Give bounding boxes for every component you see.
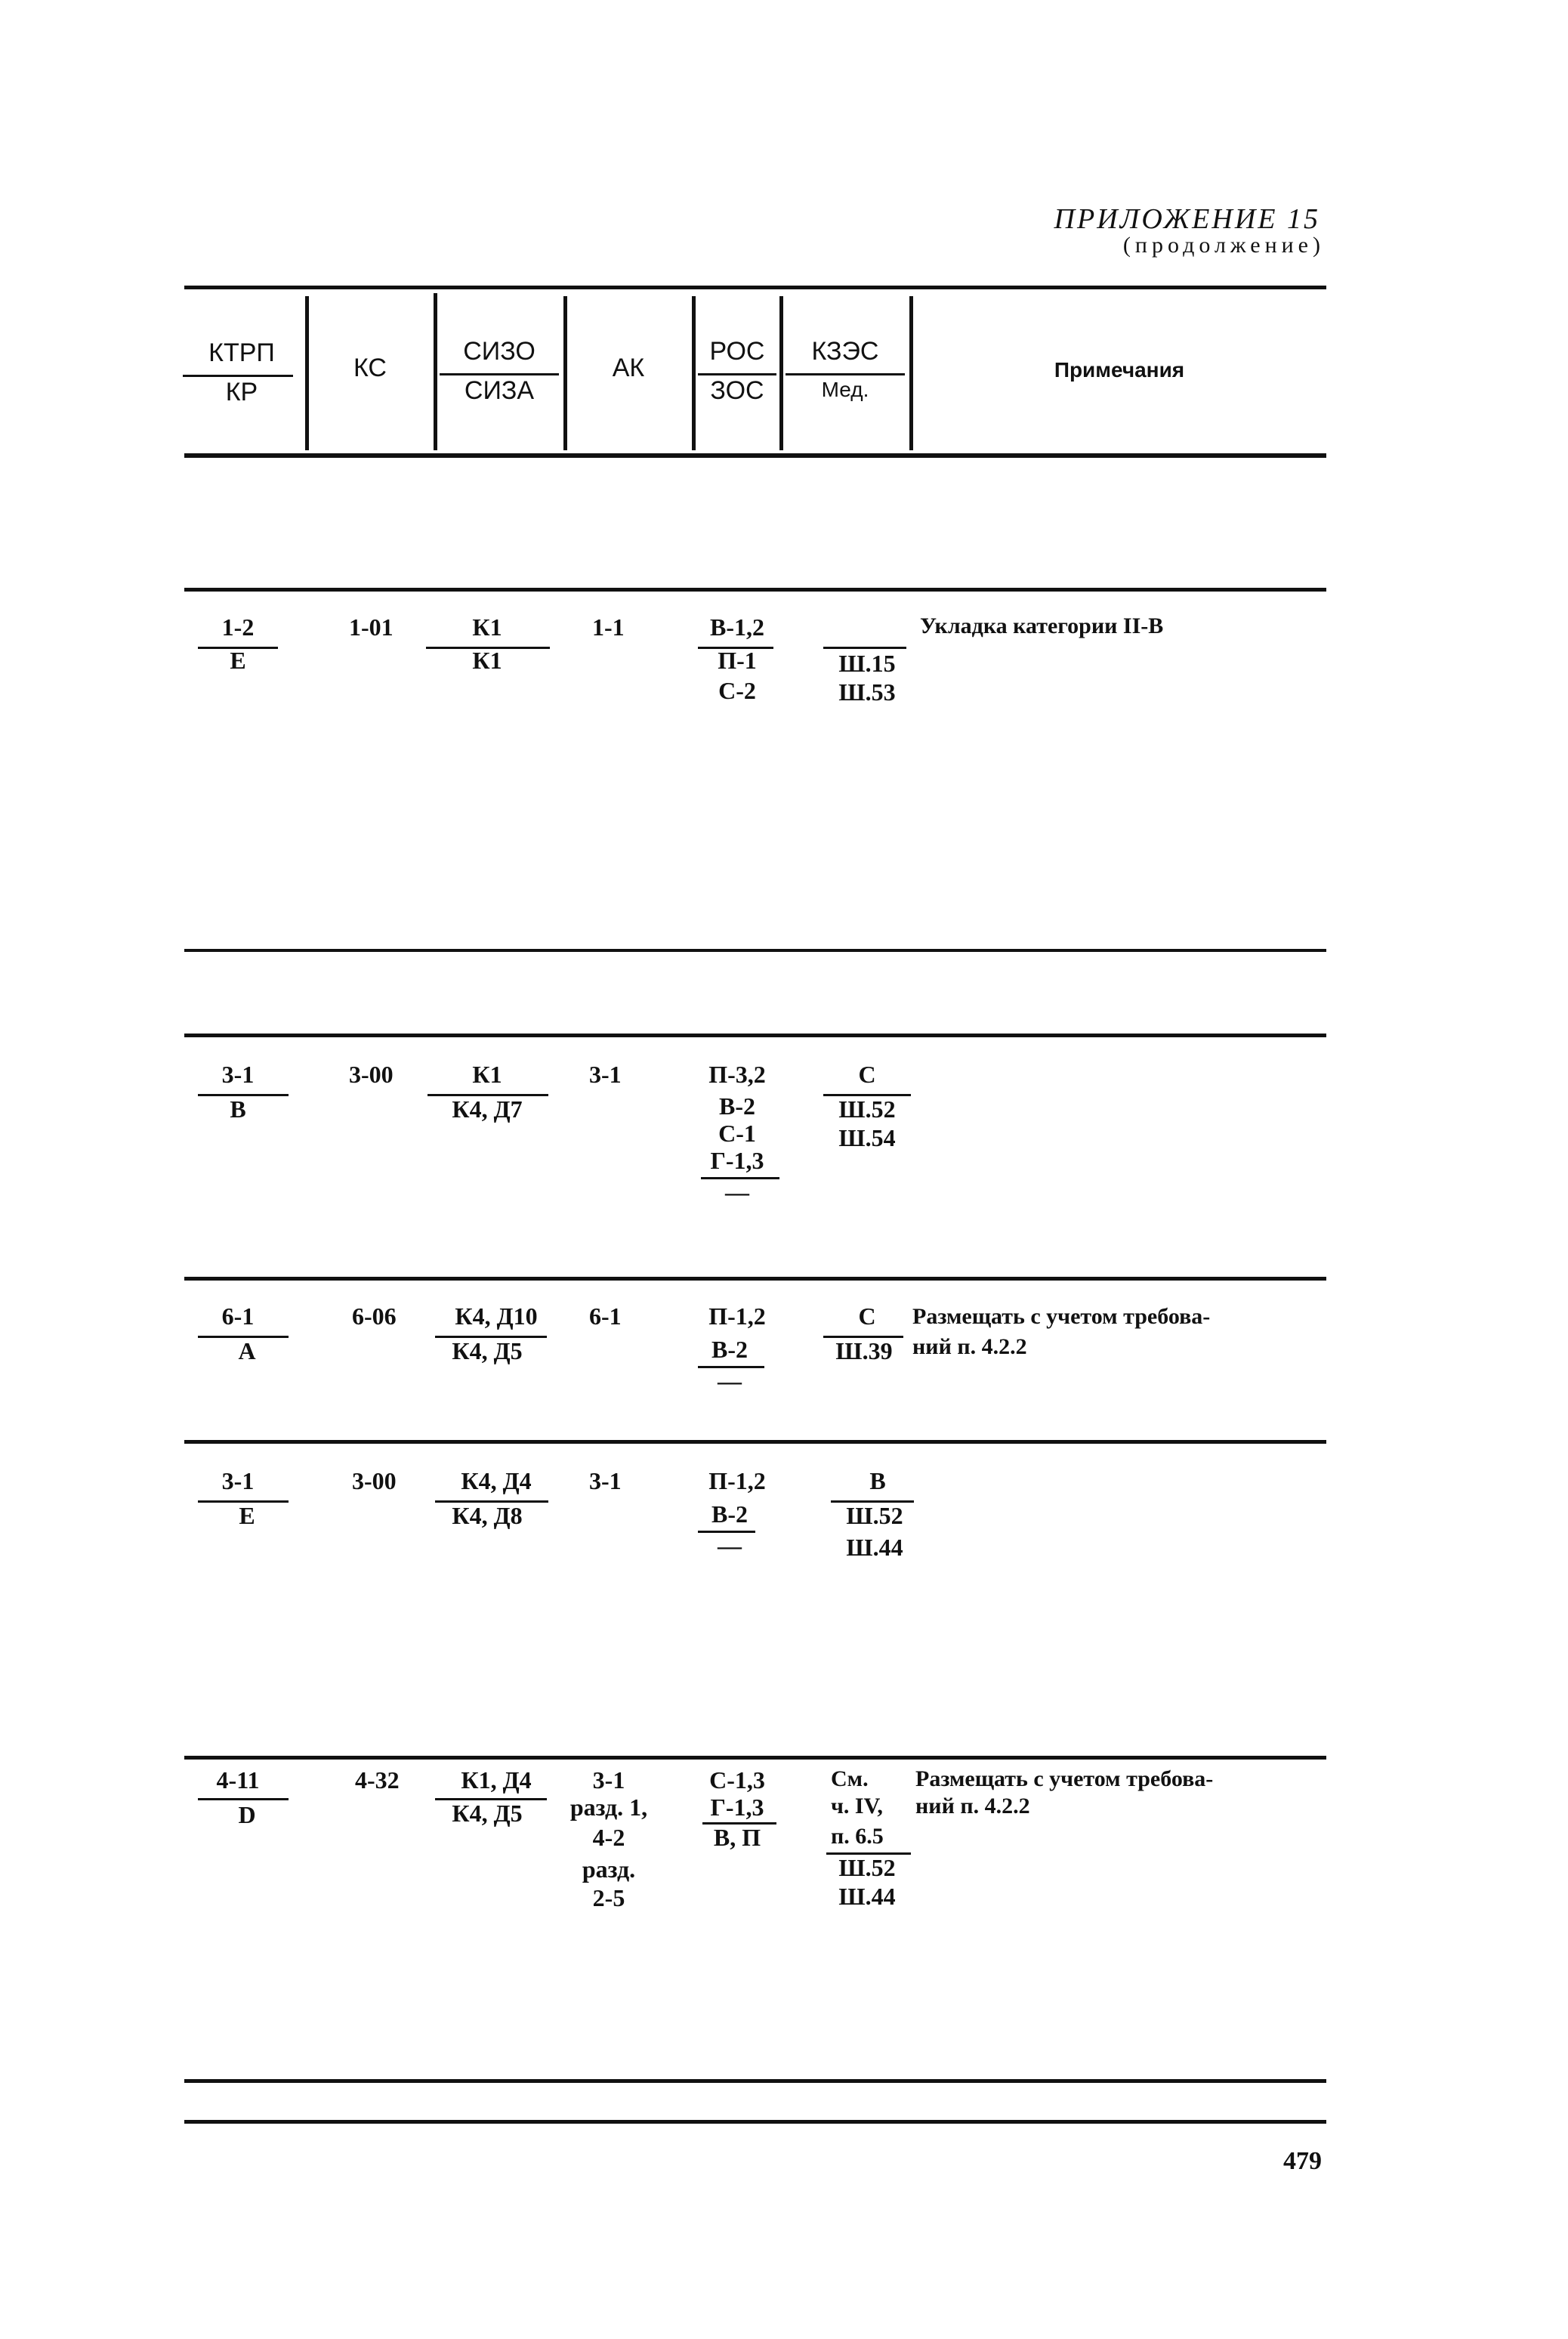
row-2-siza: К4, Д7: [452, 1095, 523, 1123]
header-kzes: КЗЭС: [811, 337, 879, 366]
row-5-kzes-1: См.: [831, 1766, 869, 1791]
row-1-notes: Укладка категории II-В: [920, 613, 1164, 638]
row-5-ak-5: 2-5: [592, 1884, 625, 1911]
header-med: Мед.: [821, 378, 869, 401]
row-3-kzes: С: [858, 1302, 876, 1330]
header-divider-2: [434, 293, 437, 450]
row-3-notes-line-2: ний п. 4.2.2: [912, 1334, 1027, 1359]
header-divider-4: [692, 296, 696, 450]
row-4-ros-1: П-1,2: [708, 1467, 766, 1494]
row-3-kr: А: [238, 1337, 256, 1364]
row-5-rule: [184, 1756, 1326, 1760]
header-ros-fraction-bar: [698, 373, 776, 375]
header-sizo-fraction-bar: [440, 373, 559, 375]
row-1-ks: 1-01: [349, 613, 394, 641]
row-1-siza: К1: [472, 647, 502, 674]
header-top-rule: [184, 286, 1326, 289]
row-5-ak-3: 4-2: [592, 1824, 625, 1851]
row-2-med-1: Ш.52: [838, 1095, 896, 1123]
row-2-ks: 3-00: [349, 1061, 394, 1088]
row-5-med-2: Ш.44: [838, 1883, 896, 1910]
row-4-med-1: Ш.52: [846, 1502, 903, 1529]
row-2-rule: [184, 1034, 1326, 1037]
row-2-ros-5: —: [725, 1179, 749, 1206]
row-4-kr: Е: [239, 1502, 255, 1529]
header-ak: АК: [612, 354, 645, 382]
row-2-ak: 3-1: [589, 1061, 622, 1088]
row-5-ros-3: В, П: [713, 1824, 761, 1851]
row-5-ros-2: Г-1,3: [710, 1794, 764, 1821]
row-5-ktrp-bar: [198, 1798, 289, 1800]
row-5-kzes-3: п. 6.5: [831, 1824, 884, 1849]
header-divider-1: [305, 296, 309, 450]
row-2-ktrp: 3-1: [221, 1061, 255, 1088]
row-2-ros-4: Г-1,3: [710, 1147, 764, 1174]
row-3-ktrp: 6-1: [221, 1302, 255, 1330]
row-5-ak-2: разд. 1,: [569, 1794, 648, 1821]
header-divider-3: [563, 296, 567, 450]
row-5-siza: К4, Д5: [452, 1800, 523, 1827]
row-4-ks: 3-00: [352, 1467, 397, 1494]
header-sizo: СИЗО: [463, 337, 536, 366]
header-ktrp-fraction-bar: [183, 375, 293, 377]
row-3-ros-2: В-2: [711, 1336, 748, 1363]
row-5-med-1: Ш.52: [838, 1854, 896, 1881]
row-3-ak: 6-1: [589, 1302, 622, 1330]
row-1-ak: 1-1: [592, 613, 625, 641]
row-4-rule: [184, 1440, 1326, 1444]
row-5-sizo: К1, Д4: [461, 1766, 532, 1794]
row-4-kzes: В: [869, 1467, 886, 1494]
row-4-med-2: Ш.44: [846, 1534, 903, 1561]
row-4-ktrp: 3-1: [221, 1467, 255, 1494]
row-3-sizo: К4, Д10: [455, 1302, 538, 1330]
row-1-sizo: К1: [472, 613, 502, 641]
row-5-notes-line-1: Размещать с учетом требова-: [915, 1766, 1214, 1791]
row-5-ks: 4-32: [355, 1766, 400, 1794]
row-1-med-1: Ш.15: [838, 650, 896, 677]
row-5-notes-line-2: ний п. 4.2.2: [915, 1794, 1030, 1818]
row-5-ktrp: 4-11: [216, 1766, 260, 1794]
section-rule-a: [184, 949, 1326, 952]
footer-rule-1: [184, 2079, 1326, 2083]
row-2-ros-3: С-1: [718, 1120, 756, 1147]
row-2-med-2: Ш.54: [838, 1124, 896, 1151]
appendix-title: ПРИЛОЖЕНИЕ 15: [1054, 203, 1320, 235]
row-2-sizo: К1: [472, 1061, 502, 1088]
row-1-ros-2: П-1: [718, 647, 757, 674]
header-kzes-fraction-bar: [786, 373, 905, 375]
row-4-siza: К4, Д8: [452, 1502, 523, 1529]
row-2-ros-2: В-2: [719, 1092, 755, 1120]
row-1-ros-1: В-1,2: [710, 613, 764, 641]
row-5-ros-1: С-1,3: [709, 1766, 765, 1794]
row-3-rule: [184, 1277, 1326, 1281]
row-1-rule: [184, 588, 1326, 592]
row-1-med-2: Ш.53: [838, 678, 896, 706]
header-ktrp: КТРП: [208, 338, 275, 367]
row-5-kr: D: [238, 1801, 256, 1828]
header-divider-6: [909, 296, 913, 450]
row-3-notes-line-1: Размещать с учетом требова-: [912, 1304, 1211, 1329]
row-3-ros-1: П-1,2: [708, 1302, 766, 1330]
row-5-kzes-2: ч. IV,: [831, 1794, 883, 1818]
row-3-med-1: Ш.39: [835, 1337, 893, 1364]
header-bottom-rule: [184, 453, 1326, 458]
row-4-sizo: К4, Д4: [461, 1467, 532, 1494]
row-5-ak-1: 3-1: [592, 1766, 625, 1794]
header-siza: СИЗА: [464, 376, 535, 405]
row-4-ak: 3-1: [589, 1467, 622, 1494]
header-kr: КР: [225, 378, 258, 406]
row-1-ros-3: С-2: [718, 677, 756, 704]
header-notes: Примечания: [1054, 358, 1185, 382]
appendix-subtitle: (продолжение): [1122, 233, 1325, 258]
row-5-ak-4: разд.: [582, 1855, 636, 1883]
row-1-ktrp: 1-2: [221, 613, 255, 641]
header-ks: КС: [353, 354, 387, 382]
page-number: 479: [1283, 2147, 1322, 2175]
row-2-kzes: С: [858, 1061, 876, 1088]
row-1-kr: Е: [230, 647, 246, 674]
row-2-kr: В: [230, 1095, 246, 1123]
footer-rule-2: [184, 2120, 1326, 2124]
row-3-siza: К4, Д5: [452, 1337, 523, 1364]
header-divider-5: [779, 296, 783, 450]
row-2-ros-1: П-3,2: [708, 1061, 766, 1088]
row-4-ros-2: В-2: [711, 1500, 748, 1528]
row-3-ks: 6-06: [352, 1302, 397, 1330]
header-ros: РОС: [709, 337, 765, 366]
row-1-med-bar: [823, 647, 906, 649]
header-zos: ЗОС: [710, 376, 764, 405]
row-3-ros-3: —: [718, 1367, 742, 1395]
row-4-ros-3: —: [718, 1532, 742, 1559]
